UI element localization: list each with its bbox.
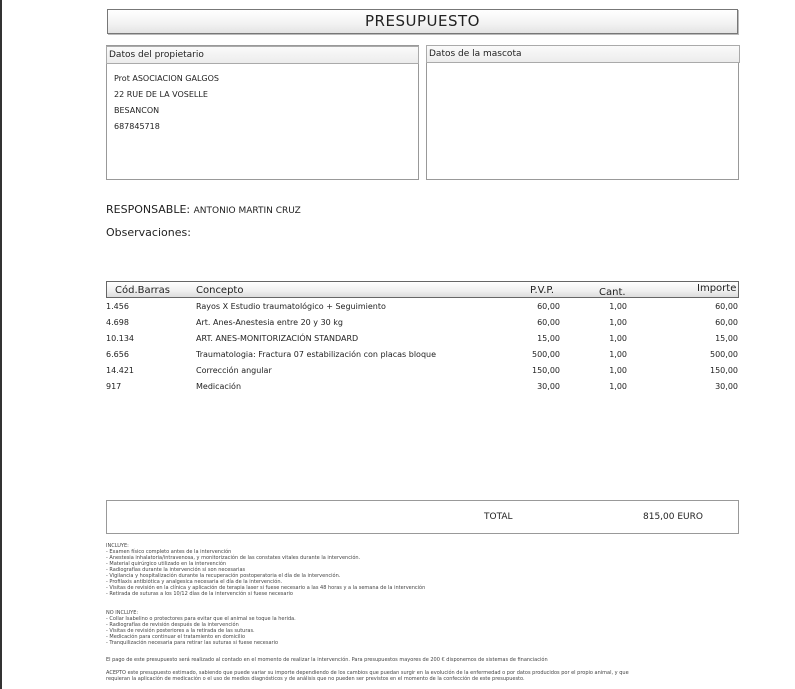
cell-concept: Corrección angular	[196, 366, 272, 375]
cell-qty: 1,00	[609, 334, 627, 343]
col-amount-header: Importe	[697, 283, 737, 294]
cell-barcode: 6.656	[106, 350, 129, 359]
cell-concept: Rayos X Estudio traumatológico + Seguimiento	[196, 302, 386, 311]
cell-barcode: 4.698	[106, 318, 129, 327]
includes-item: - Vigilancia y hospitalización durante la recuperación postoperatoria el día de la intervención.	[106, 573, 341, 579]
cell-qty: 1,00	[609, 382, 627, 391]
responsible-label: RESPONSABLE:	[106, 203, 191, 216]
owner-name: Prot ASOCIACION GALGOS	[114, 74, 219, 83]
cell-price: 15,00	[537, 334, 560, 343]
acceptance-line-1: ACEPTO este presupuesto estimado, sabiendo que puede variar su importe dependiendo de los cambios que puedan surgir en la evolución de la enfermedad o por datos producidos por el propio animal, y que	[106, 670, 629, 676]
cell-barcode: 14.421	[106, 366, 134, 375]
document-title: PRESUPUESTO	[107, 9, 738, 34]
table-row	[0, 350, 795, 366]
responsible-line	[106, 203, 301, 216]
owner-phone: 687845718	[114, 122, 160, 131]
cell-barcode: 917	[106, 382, 122, 391]
cell-qty: 1,00	[609, 318, 627, 327]
cell-amount: 60,00	[715, 302, 738, 311]
owner-address: 22 RUE DE LA VOSELLE	[114, 90, 208, 99]
includes-item: - Material quirúrgico utilizado en la intervención	[106, 561, 227, 567]
cell-barcode: 10.134	[106, 334, 134, 343]
includes-item: - Examen físico completo antes de la intervención	[106, 549, 232, 555]
cell-price: 500,00	[532, 350, 560, 359]
owner-panel-header: Datos del propietario	[106, 46, 419, 64]
excludes-item: - Visitas de revisión posteriores a la retirada de las suturas.	[106, 628, 255, 634]
cell-amount: 500,00	[710, 350, 738, 359]
col-concept-header: Concepto	[196, 285, 244, 296]
acceptance-line-2: requieran la aplicación de medicación o el uso de medios diagnósticos y de análisis que no pueden ser previstos en el momento de la confección de este presupuesto.	[106, 676, 525, 682]
excludes-item: - Collar Isabelino o protectores para evitar que el animal se toque la herida.	[106, 616, 296, 622]
col-price-header: P.V.P.	[530, 285, 555, 296]
table-row	[0, 366, 795, 382]
cell-price: 60,00	[537, 302, 560, 311]
excludes-title: NO INCLUYE:	[106, 610, 139, 616]
cell-amount: 30,00	[715, 382, 738, 391]
table-row	[0, 382, 795, 398]
cell-concept: Traumatologia: Fractura 07 estabilización con placas bloque	[196, 350, 437, 359]
cell-price: 60,00	[537, 318, 560, 327]
includes-item: - Visitas de revisión en la clínica y aplicación de terapia laser si fuese necesario a las 48 horas y a la semana de la intervención	[106, 585, 426, 591]
cell-concept: Art. Anes-Anestesia entre 20 y 30 kg	[196, 318, 343, 327]
includes-section	[106, 543, 425, 597]
cell-price: 30,00	[537, 382, 560, 391]
excludes-item: - Medicación para continuar el tratamiento en domicilio	[106, 634, 246, 640]
includes-item: - Profilaxis antibiótica y analgesica necesaria el día de la intervención.	[106, 579, 283, 585]
table-header	[106, 281, 739, 298]
cell-amount: 60,00	[715, 318, 738, 327]
table-row	[0, 302, 795, 318]
cell-amount: 15,00	[715, 334, 738, 343]
includes-item: - Retirada de suturas a los 10/12 días de la intervención si fuese necesario	[106, 591, 293, 597]
table-row	[0, 334, 795, 350]
cell-qty: 1,00	[609, 366, 627, 375]
cell-qty: 1,00	[609, 302, 627, 311]
excludes-item: - Tranquilización necesaria para retirar las suturas si fuese necesario	[106, 640, 279, 646]
excludes-section	[106, 610, 296, 646]
pet-panel	[426, 45, 739, 180]
cell-concept: ART. ANES-MONITORIZACIÓN STANDARD	[196, 334, 359, 343]
total-label: TOTAL	[484, 512, 513, 522]
cell-qty: 1,00	[609, 350, 627, 359]
responsible-value: ANTONIO MARTIN CRUZ	[193, 206, 301, 216]
col-qty-header: Cant.	[599, 287, 626, 298]
excludes-item: - Radiografías de revisión después de la intervención	[106, 622, 239, 628]
payment-note: El pago de este presupuesto será realizado al contado en el momento de realizar la intervención. Para presupuestos mayores de 200 € disponemos de sistemas de financiación	[106, 657, 548, 663]
observations-label: Observaciones:	[106, 226, 191, 239]
cell-amount: 150,00	[710, 366, 738, 375]
pet-panel-header: Datos de la mascota	[426, 45, 740, 63]
includes-item: - Anestesia inhalatoria/intravenosa, y monitorización de las constates vitales durante la intervención.	[106, 555, 361, 561]
cell-price: 150,00	[532, 366, 560, 375]
total-value: 815,00 EURO	[643, 512, 703, 522]
cell-concept: Medicación	[196, 382, 242, 391]
includes-title: INCLUYE:	[106, 543, 129, 549]
table-row	[0, 318, 795, 334]
includes-item: - Radiografías durante la intervención si son necesarias	[106, 567, 246, 573]
col-barcode-header: Cód.Barras	[115, 285, 170, 296]
cell-barcode: 1.456	[106, 302, 129, 311]
owner-city: BESANCON	[114, 106, 160, 115]
